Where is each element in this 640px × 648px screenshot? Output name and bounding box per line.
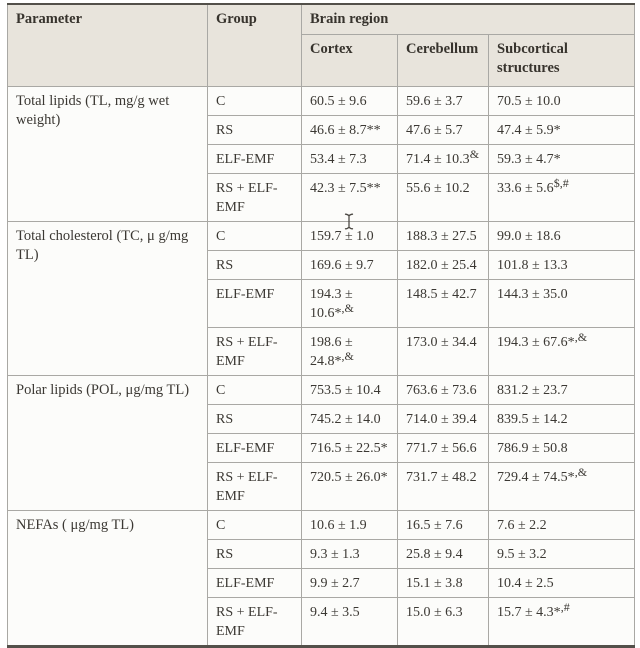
value-cell [398,511,489,540]
significance-marker: ,& [341,301,354,315]
group-cell: ELF-EMF [208,280,302,328]
value-cell [489,174,635,222]
value-text: 731.7 ± 48.2 [406,470,477,485]
value-cell [302,463,398,511]
value-cell [302,376,398,405]
value-text: 729.4 ± 74.5* [497,470,575,485]
value-text: 101.8 ± 13.3 [497,258,568,273]
value-cell [398,251,489,280]
col-header-cortex: Cortex [302,35,398,87]
group-cell: RS [208,251,302,280]
value-text: 9.9 ± 2.7 [310,576,360,591]
value-text: 194.3 ± 67.6* [497,335,575,350]
table-row [8,376,635,405]
value-cell [489,540,635,569]
lipid-results-table [7,3,635,648]
group-cell: C [208,511,302,540]
value-text: 99.0 ± 18.6 [497,229,561,244]
value-cell [398,569,489,598]
group-cell: C [208,87,302,116]
value-cell [489,434,635,463]
results-table-container [7,3,635,648]
value-cell [398,280,489,328]
group-cell: ELF-EMF [208,434,302,463]
value-text: 182.0 ± 25.4 [406,258,477,273]
col-header-cerebellum: Cerebellum [398,35,489,87]
value-text: 59.6 ± 3.7 [406,94,463,109]
value-text: 194.3 ± 10.6* [310,287,353,321]
group-cell: RS [208,405,302,434]
col-header-parameter: Parameter [8,4,208,87]
value-text: 71.4 ± 10.3 [406,152,470,167]
significance-marker: ,& [341,349,354,363]
value-text: 148.5 ± 42.7 [406,287,477,302]
table-row [8,87,635,116]
significance-marker: ,# [560,600,570,614]
value-cell [302,251,398,280]
value-cell [302,511,398,540]
value-cell [489,328,635,376]
value-cell [398,598,489,647]
value-text: 9.5 ± 3.2 [497,547,547,562]
value-cell [302,280,398,328]
value-cell [489,145,635,174]
value-text: 16.5 ± 7.6 [406,518,463,533]
significance-marker: ,& [574,330,588,344]
value-cell [398,116,489,145]
group-cell: ELF-EMF [208,145,302,174]
value-text: 9.3 ± 1.3 [310,547,360,562]
value-text: 188.3 ± 27.5 [406,229,477,244]
group-cell: ELF-EMF [208,569,302,598]
value-cell [302,598,398,647]
value-cell [302,145,398,174]
value-text: 753.5 ± 10.4 [310,383,381,398]
value-cell [489,251,635,280]
value-text: 7.6 ± 2.2 [497,518,547,533]
value-cell [489,405,635,434]
value-text: 763.6 ± 73.6 [406,383,477,398]
value-cell [302,222,398,251]
value-text: 831.2 ± 23.7 [497,383,568,398]
value-cell [302,87,398,116]
value-text: 144.3 ± 35.0 [497,287,568,302]
value-cell [398,222,489,251]
table-header [8,4,635,87]
value-cell [302,328,398,376]
value-cell [489,116,635,145]
value-cell [489,222,635,251]
value-text: 720.5 ± 26.0* [310,470,388,485]
significance-marker: & [469,147,480,161]
table-row [8,511,635,540]
value-text: 25.8 ± 9.4 [406,547,463,562]
value-text: 159.7 ± 1.0 [310,229,374,244]
value-text: 15.1 ± 3.8 [406,576,463,591]
value-text: 55.6 ± 10.2 [406,181,470,196]
value-cell [489,463,635,511]
value-text: 173.0 ± 34.4 [406,335,477,350]
group-cell: RS + ELF-EMF [208,174,302,222]
value-cell [398,328,489,376]
param-cell-nefas: NEFAs ( μg/mg TL) [8,511,208,647]
value-text: 53.4 ± 7.3 [310,152,367,167]
value-cell [398,376,489,405]
col-header-subcortical: Subcortical structures [489,35,635,87]
value-cell [489,569,635,598]
value-text: 60.5 ± 9.6 [310,94,367,109]
value-cell [302,405,398,434]
value-cell [489,376,635,405]
value-cell [398,540,489,569]
value-text: 33.6 ± 5.6 [497,181,554,196]
value-text: 42.3 ± 7.5** [310,181,381,196]
value-text: 47.4 ± 5.9* [497,123,561,138]
value-text: 59.3 ± 4.7* [497,152,561,167]
value-cell [398,145,489,174]
value-cell [302,434,398,463]
value-cell [302,116,398,145]
table-body [8,87,635,647]
value-text: 198.6 ± 24.8* [310,335,353,369]
param-cell-polar-lipids: Polar lipids (POL, μg/mg TL) [8,376,208,511]
group-cell: RS [208,116,302,145]
param-cell-total-lipids: Total lipids (TL, mg/g wet weight) [8,87,208,222]
group-cell: RS [208,540,302,569]
value-cell [302,174,398,222]
group-cell: C [208,376,302,405]
value-text: 839.5 ± 14.2 [497,412,568,427]
value-cell [398,174,489,222]
col-header-group: Group [208,4,302,87]
significance-marker: $,# [553,176,569,190]
param-cell-total-cholesterol: Total cholesterol (TC, μ g/mg TL) [8,222,208,376]
value-text: 786.9 ± 50.8 [497,441,568,456]
value-cell [489,87,635,116]
value-cell [398,463,489,511]
value-cell [398,405,489,434]
group-cell: RS + ELF-EMF [208,328,302,376]
group-cell: C [208,222,302,251]
value-text: 47.6 ± 5.7 [406,123,463,138]
table-row [8,222,635,251]
value-text: 15.0 ± 6.3 [406,605,463,620]
col-header-brain-region: Brain region [302,4,635,35]
value-text: 70.5 ± 10.0 [497,94,561,109]
value-text: 15.7 ± 4.3* [497,605,561,620]
value-text: 169.6 ± 9.7 [310,258,374,273]
value-text: 745.2 ± 14.0 [310,412,381,427]
value-cell [398,434,489,463]
significance-marker: ,& [574,465,588,479]
group-cell: RS + ELF-EMF [208,598,302,647]
header-row-1 [8,4,635,35]
value-text: 46.6 ± 8.7** [310,123,381,138]
value-cell [302,569,398,598]
value-cell [489,598,635,647]
value-text: 716.5 ± 22.5* [310,441,388,456]
value-text: 9.4 ± 3.5 [310,605,360,620]
value-cell [398,87,489,116]
value-text: 714.0 ± 39.4 [406,412,477,427]
value-text: 10.4 ± 2.5 [497,576,554,591]
value-text: 771.7 ± 56.6 [406,441,477,456]
value-cell [489,511,635,540]
value-text: 10.6 ± 1.9 [310,518,367,533]
group-cell: RS + ELF-EMF [208,463,302,511]
value-cell [302,540,398,569]
value-cell [489,280,635,328]
